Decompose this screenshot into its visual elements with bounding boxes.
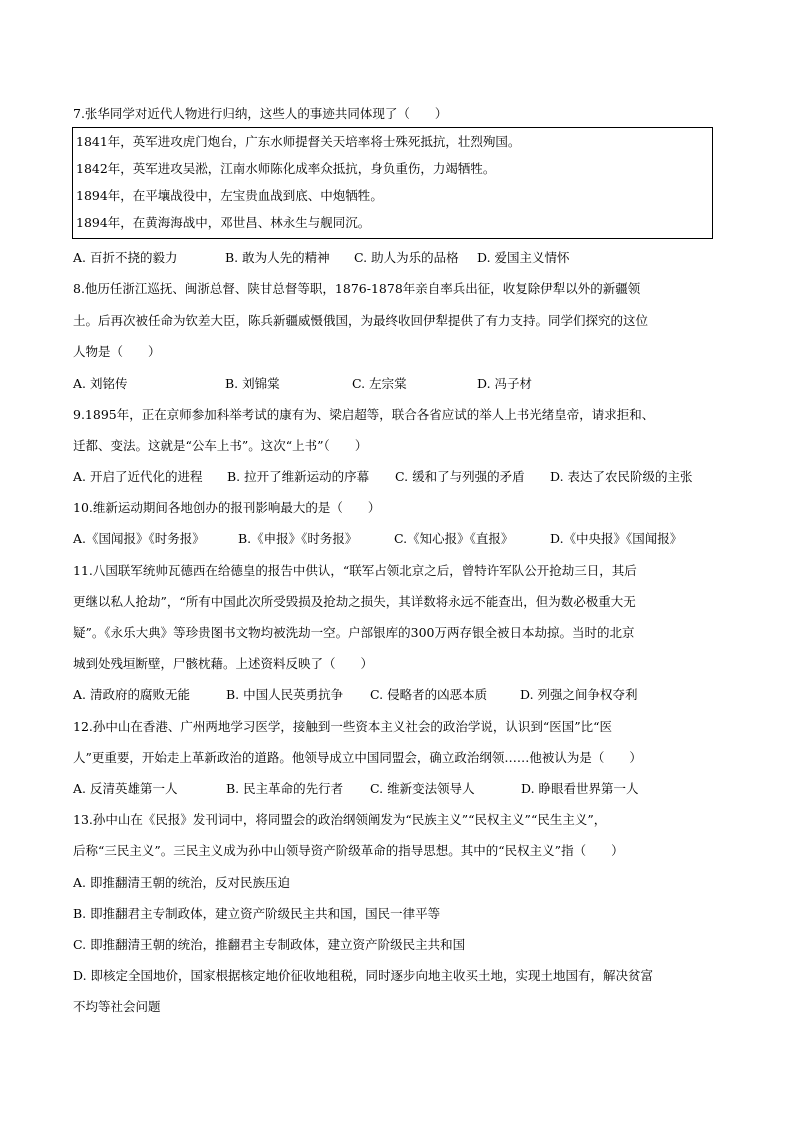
q7-stem: 7.张华同学对近代人物进行归纳，这些人的事迹共同体现了（ ） xyxy=(73,106,448,121)
q10-stem: 10.维新运动期间各地创办的报刊影响最大的是（ ） xyxy=(73,500,381,515)
q10-option-b: B.《申报》《时务报》 xyxy=(238,531,358,546)
q12-stem-line: 12.孙中山在香港、广州两地学习医学，接触到一些资本主义社会的政治学说，认识到“医国”比“医 xyxy=(73,719,613,734)
q13-option-a: A. 即推翻清王朝的统治，反对民族压迫 xyxy=(73,875,290,890)
q9-stem-line: 迁都、变法。这就是“公车上书”。这次“上书”（ ） xyxy=(73,438,368,453)
q12-stem-line: 人”更重要，开始走上革新政治的道路。他领导成立中国同盟会，确立政治纲领……他被认为是（ ） xyxy=(73,750,642,765)
q8-option-a: A. 刘铭传 xyxy=(73,376,128,391)
q13-option-b: B. 即推翻君主专制政体，建立资产阶级民主共和国，国民一律平等 xyxy=(73,906,441,921)
q12-option-d: D. 睁眼看世界第一人 xyxy=(521,781,639,796)
q8-option-d: D. 冯子材 xyxy=(477,376,533,391)
q13-option-d-continued: 不均等社会问题 xyxy=(73,999,161,1014)
q7-material-line: 1842年，英军进攻吴淞，江南水师陈化成率众抵抗，身负重伤，力竭牺牲。 xyxy=(76,161,496,176)
q11-stem-line: 11.八国联军统帅瓦德西在给德皇的报告中供认，“联军占领北京之后，曾特许军队公开抢劫三日，其后 xyxy=(73,563,637,578)
q7-option-c: C. 助人为乐的品格 xyxy=(354,250,459,265)
q11-option-c: C. 侵略者的凶恶本质 xyxy=(370,687,488,702)
q10-option-d: D.《中央报》《国闻报》 xyxy=(550,531,683,546)
q9-option-c: C. 缓和了与列强的矛盾 xyxy=(395,469,525,484)
q8-stem-line: 土。后再次被任命为钦差大臣，陈兵新疆威慑俄国，为最终收回伊犁提供了有力支持。同学们探究的这位 xyxy=(73,313,649,328)
q11-stem-line: 疑”。《永乐大典》等珍贵图书文物均被洗劫一空。户部银库的300万两存银全被日本劫掠。当时的北京 xyxy=(73,625,635,640)
q10-option-a: A.《国闻报》《时务报》 xyxy=(73,531,205,546)
q10-option-c: C.《知心报》《直报》 xyxy=(394,531,514,546)
q11-stem-line: 城到处残垣断壁，尸骸枕藉。上述资料反映了（ ） xyxy=(73,656,374,671)
q11-option-b: B. 中国人民英勇抗争 xyxy=(226,687,344,702)
q9-option-b: B. 拉开了维新运动的序幕 xyxy=(227,469,370,484)
q12-option-a: A. 反清英雄第一人 xyxy=(73,781,178,796)
q7-material-box xyxy=(72,127,713,239)
q13-option-d: D. 即核定全国地价，国家根据核定地价征收地租税，同时逐步向地主收买土地，实现土地国有，解决贫富 xyxy=(73,968,654,983)
q8-option-b: B. 刘锦棠 xyxy=(225,376,280,391)
q7-option-b: B. 敢为人先的精神 xyxy=(225,250,330,265)
q13-stem-line: 13.孙中山在《民报》发刊词中，将同盟会的政治纲领阐发为“民族主义”“民权主义”“民生主义”， xyxy=(73,812,607,827)
q9-stem-line: 9.1895年，正在京师参加科举考试的康有为、梁启超等，联合各省应试的举人上书光绪皇帝，请求拒和、 xyxy=(73,407,655,422)
q7-option-d: D. 爱国主义情怀 xyxy=(477,250,570,265)
q11-option-d: D. 列强之间争权夺利 xyxy=(520,687,638,702)
q7-material-line: 1894年，在平壤战役中，左宝贵血战到底、中炮牺牲。 xyxy=(76,188,383,203)
q11-stem-line: 更继以私人抢劫”，“所有中国此次所受毁损及抢劫之损失，其详数将永远不能查出，但为数必极重大无 xyxy=(73,594,636,609)
q8-stem-line: 8.他历任浙江巡抚、闽浙总督、陕甘总督等职，1876-1878年亲自率兵出征，收复除伊犁以外的新疆领 xyxy=(73,281,641,296)
q8-option-c: C. 左宗棠 xyxy=(352,376,407,391)
q12-option-c: C. 维新变法领导人 xyxy=(370,781,475,796)
q11-option-a: A. 清政府的腐败无能 xyxy=(73,687,190,702)
q9-option-d: D. 表达了农民阶级的主张 xyxy=(550,469,693,484)
q13-stem-line: 后称“三民主义”。三民主义成为孙中山领导资产阶级革命的指导思想。其中的“民权主义”指（ ） xyxy=(73,843,624,858)
q12-option-b: B. 民主革命的先行者 xyxy=(226,781,344,796)
q7-material-line: 1841年，英军进攻虎门炮台，广东水师提督关天培率将士殊死抵抗，壮烈殉国。 xyxy=(76,134,521,149)
q7-option-a: A. 百折不挠的毅力 xyxy=(73,250,178,265)
q13-option-c: C. 即推翻清王朝的统治，推翻君主专制政体，建立资产阶级民主共和国 xyxy=(73,937,466,952)
q7-material-line: 1894年，在黄海海战中，邓世昌、林永生与舰同沉。 xyxy=(76,215,371,230)
q9-option-a: A. 开启了近代化的进程 xyxy=(73,469,203,484)
q8-stem-line: 人物是（ ） xyxy=(73,344,161,359)
